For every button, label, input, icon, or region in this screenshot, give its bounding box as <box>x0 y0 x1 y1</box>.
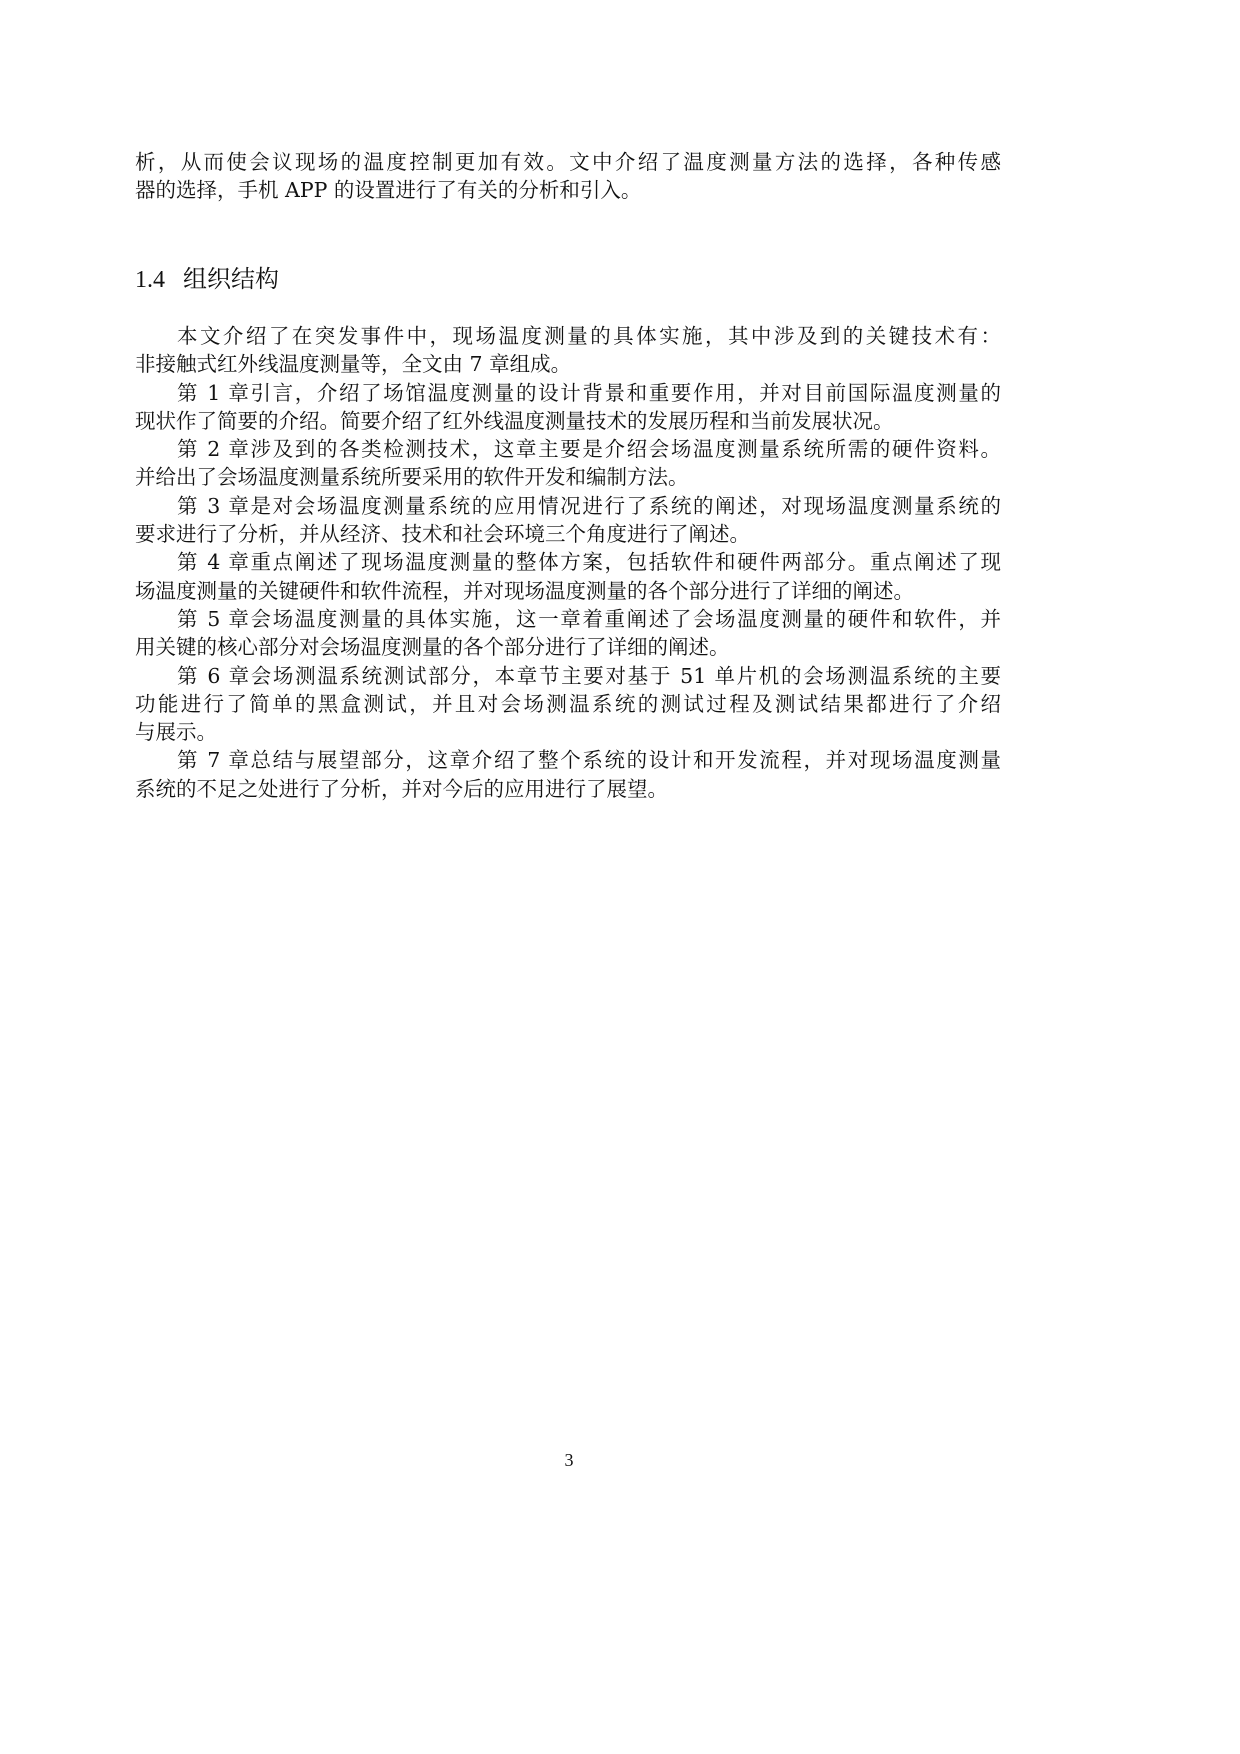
page-number: 3 <box>564 1450 574 1470</box>
text-line: 系统的不足之处进行了分析，并对今后的应用进行了展望。 <box>135 776 668 801</box>
text-line: 析，从而使会议现场的温度控制更加有效。文中介绍了温度测量方法的选择，各种传感 <box>135 150 1001 174</box>
section-title: 组织结构 <box>183 265 279 293</box>
text-line: 器的选择，手机 APP 的设置进行了有关的分析和引入。 <box>135 178 642 203</box>
text-line: 第 6 章会场测温系统测试部分，本章节主要对基于 51 单片机的会场测温系统的主要 <box>177 663 1001 688</box>
text-line: 第 1 章引言，介绍了场馆温度测量的设计背景和重要作用，并对目前国际温度测量的 <box>177 380 1001 405</box>
text-line: 功能进行了简单的黑盒测试，并且对会场测温系统的测试过程及测试结果都进行了介绍 <box>135 691 1001 716</box>
text-line: 与展示。 <box>135 720 217 745</box>
body-paragraphs <box>135 322 1001 803</box>
text-line: 要求进行了分析，并从经济、技术和社会环境三个角度进行了阐述。 <box>135 522 750 547</box>
text-line: 非接触式红外线温度测量等，全文由 7 章组成。 <box>135 352 572 377</box>
text-line: 第 3 章是对会场温度测量系统的应用情况进行了系统的阐述，对现场温度测量系统的 <box>177 493 1001 518</box>
text-line: 第 5 章会场温度测量的具体实施，这一章着重阐述了会场温度测量的硬件和软件，并 <box>177 606 1001 631</box>
text-line: 本文介绍了在突发事件中，现场温度测量的具体实施，其中涉及到的关键技术有： <box>177 324 1001 348</box>
text-line: 场温度测量的关键硬件和软件流程，并对现场温度测量的各个部分进行了详细的阐述。 <box>135 578 914 603</box>
text-line: 并给出了会场温度测量系统所要采用的软件开发和编制方法。 <box>135 465 689 490</box>
text-line: 现状作了简要的介绍。简要介绍了红外线温度测量技术的发展历程和当前发展状况。 <box>135 408 894 433</box>
text-line: 第 7 章总结与展望部分，这章介绍了整个系统的设计和开发流程，并对现场温度测量 <box>177 748 1001 773</box>
section-number: 1.4 <box>135 267 165 293</box>
text-line: 第 2 章涉及到的各类检测技术，这章主要是介绍会场温度测量系统所需的硬件资料。 <box>177 437 1001 462</box>
text-line: 用关键的核心部分对会场温度测量的各个部分进行了详细的阐述。 <box>135 635 730 660</box>
section-heading <box>135 262 279 297</box>
intro-paragraph <box>135 148 1001 205</box>
text-line: 第 4 章重点阐述了现场温度测量的整体方案，包括软件和硬件两部分。重点阐述了现 <box>177 550 1001 575</box>
